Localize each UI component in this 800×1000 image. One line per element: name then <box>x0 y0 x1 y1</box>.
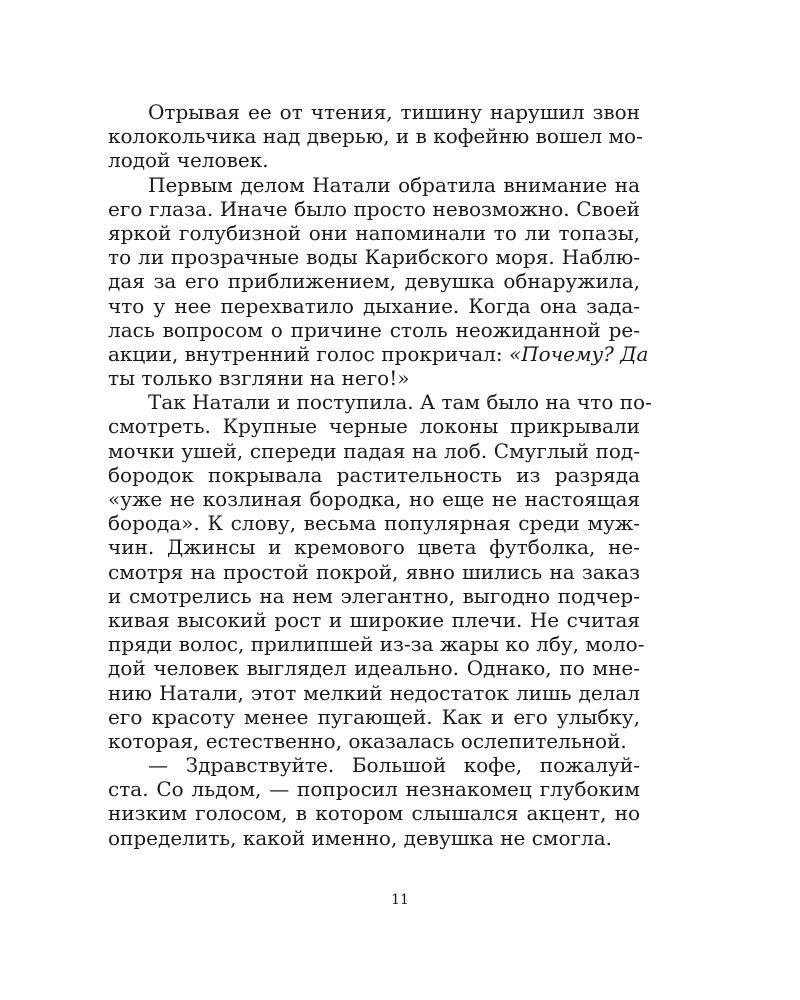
text-line: лодой человек. <box>108 148 269 173</box>
text-line: то ли прозрачные воды Карибского моря. Наблю- <box>108 245 640 270</box>
text-line: определить, какой именно, девушка не смогла. <box>108 825 612 850</box>
text-line <box>108 341 649 366</box>
text-line: ста. Со льдом, — попросил незнакомец глубоким <box>108 777 640 802</box>
text-line: мочки ушей, спереди падая на лоб. Смуглый под- <box>108 438 640 463</box>
body-text <box>108 100 652 850</box>
text-line: Отрывая ее от чтения, тишину нарушил звон <box>148 100 640 124</box>
page-number: 11 <box>391 892 409 908</box>
text-line: бородок покрывала растительность из разряда <box>108 462 640 487</box>
text-line: кивая высокий рост и широкие плечи. Не считая <box>108 607 640 632</box>
text-line: Так Натали и поступила. А там было на что по- <box>148 390 652 415</box>
text-line: его глаза. Иначе было просто невозможно. Своей <box>108 196 640 221</box>
text-fragment: акции, внутренний голос прокричал: <box>108 341 503 366</box>
text-line: дой человек выглядел идеально. Однако, по мне- <box>108 656 640 681</box>
text-line: смотря на простой покрой, явно шились на заказ <box>108 559 640 584</box>
text-line: «уже не козлиная бородка, но еще не настоящая <box>108 487 640 511</box>
text-line: дая за его приближением, девушка обнаружила, <box>108 269 640 294</box>
text-line: лась вопросом о причине столь неожиданной ре- <box>108 317 640 342</box>
text-line: колокольчика над дверью, и в кофейню вошел мо- <box>108 124 643 149</box>
text-line: что у нее перехватило дыхание. Когда она зада- <box>108 293 640 318</box>
text-line: борода». К слову, весьма популярная среди муж- <box>108 511 640 536</box>
text-line: его красоту менее пугающей. Как и его улыбку, <box>108 704 640 729</box>
text-line: — Здравствуйте. Большой кофе, пожалуй- <box>148 753 640 778</box>
text-line: смотреть. Крупные черные локоны прикрывали <box>108 414 640 439</box>
text-line: низким голосом, в котором слышался акцент, но <box>108 801 640 826</box>
text-line: нию Натали, этот мелкий недостаток лишь делал <box>108 680 640 705</box>
text-line: Первым делом Натали обратила внимание на <box>148 172 640 197</box>
text-line: чин. Джинсы и кремового цвета футболка, не- <box>108 535 640 560</box>
text-line: яркой голубизной они напоминали то ли топазы, <box>108 220 640 245</box>
text-line: которая, естественно, оказалась ослепительной. <box>108 728 627 753</box>
text-line: пряди волос, прилипшей из-за жары ко лбу, моло- <box>108 632 645 657</box>
italic-quote: «Почему? Да <box>508 341 649 366</box>
text-line-italic: ты только взгляни на него!» <box>108 366 410 391</box>
text-line: и смотрелись на нем элегантно, выгодно подчер- <box>108 583 640 608</box>
